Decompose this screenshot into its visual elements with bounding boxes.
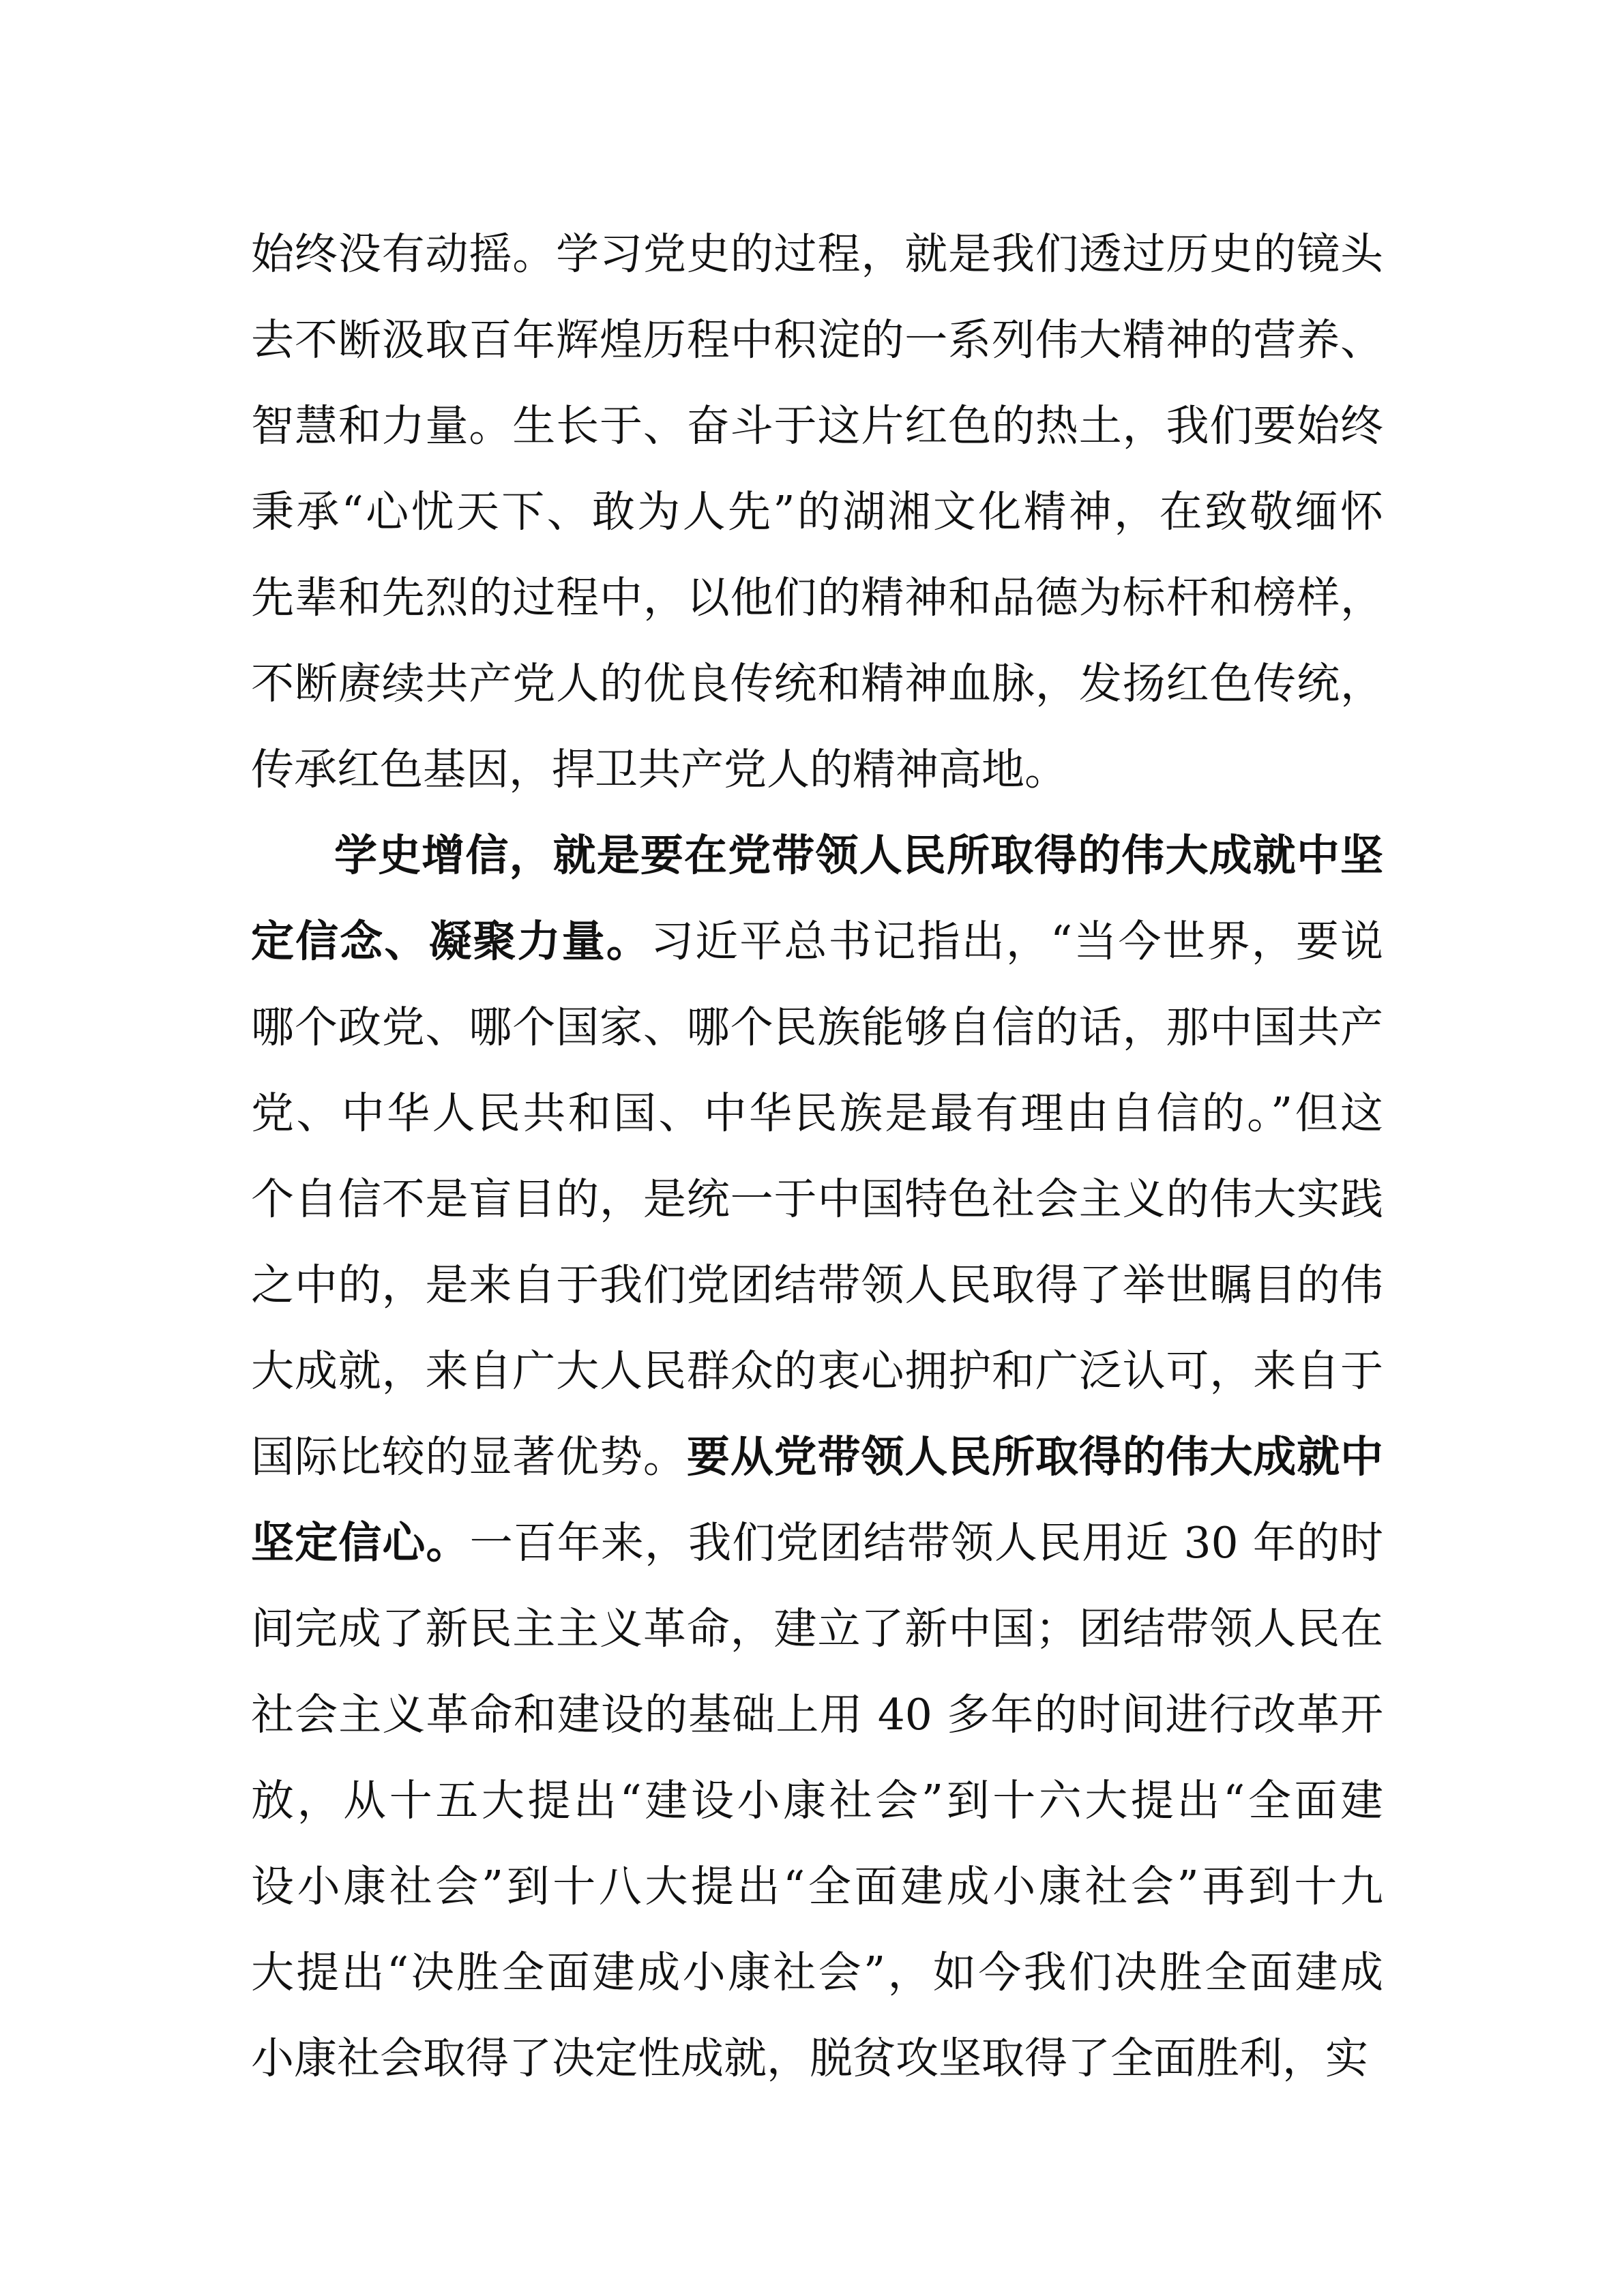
text-line <box>251 297 1383 383</box>
text-segment: 一百年来，我们党团结带领人民用近 30 年的时 <box>469 1518 1384 1568</box>
bold-text-segment: 要从党带领人民所取得的伟大成就中 <box>686 1432 1384 1482</box>
text-segment: 始终没有动摇。学习党史的过程，就是我们透过历史的镜头 <box>251 229 1383 279</box>
text-line <box>251 1500 1383 1586</box>
text-segment: 之中的，是来自于我们党团结带领人民取得了举世瞩目的伟 <box>251 1260 1383 1310</box>
text-segment: 传承红色基因，捍卫共产党人的精神高地。 <box>251 745 1067 794</box>
text-line <box>251 899 1383 985</box>
text-line <box>251 1586 1383 1672</box>
text-segment: 习近平总书记指出，“当今世界，要说 <box>651 916 1384 966</box>
text-segment: 大提出“决胜全面建成小康社会”，如今我们决胜全面建成 <box>251 1948 1383 1997</box>
text-segment: 间完成了新民主主义革命，建立了新中国；团结带领人民在 <box>251 1604 1383 1654</box>
text-line <box>251 555 1383 641</box>
text-line <box>251 1071 1383 1157</box>
text-segment: 大成就，来自广大人民群众的衷心拥护和广泛认可，来自于 <box>251 1346 1383 1396</box>
text-line <box>251 1414 1383 1500</box>
text-segment: 秉承“心忧天下、敢为人先”的湖湘文化精神，在致敬缅怀 <box>251 487 1383 537</box>
text-segment: 先辈和先烈的过程中，以他们的精神和品德为标杆和榜样， <box>251 573 1383 623</box>
text-segment: 不断赓续共产党人的优良传统和精神血脉，发扬红色传统， <box>251 659 1383 709</box>
text-segment: 去不断汲取百年辉煌历程中积淀的一系列伟大精神的营养、 <box>251 315 1383 365</box>
text-segment: 小康社会取得了决定性成就，脱贫攻坚取得了全面胜利，实 <box>251 2033 1368 2083</box>
text-segment: 社会主义革命和建设的基础上用 40 多年的时间进行改革开 <box>251 1690 1383 1740</box>
text-segment: 党、中华人民共和国、中华民族是最有理由自信的。”但这 <box>251 1088 1383 1138</box>
text-segment: 个自信不是盲目的，是统一于中国特色社会主义的伟大实践 <box>251 1174 1383 1224</box>
text-segment: 哪个政党、哪个国家、哪个民族能够自信的话，那中国共产 <box>251 1002 1383 1052</box>
bold-text-segment: 学史增信，就是要在党带领人民所取得的伟大成就中坚 <box>334 831 1383 880</box>
text-segment: 放，从十五大提出“建设小康社会”到十六大提出“全面建 <box>251 1776 1383 1825</box>
text-segment: 智慧和力量。生长于、奋斗于这片红色的热土，我们要始终 <box>251 401 1383 451</box>
text-line <box>251 1157 1383 1242</box>
text-line <box>251 383 1383 469</box>
text-line <box>251 1844 1383 1930</box>
bold-text-segment: 定信念、凝聚力量。 <box>251 916 651 966</box>
bold-text-segment: 坚定信心。 <box>251 1518 470 1568</box>
text-line <box>251 1672 1383 1758</box>
text-line <box>251 1242 1383 1328</box>
text-line <box>251 1930 1383 2016</box>
text-line <box>251 211 1383 297</box>
text-line <box>334 813 1383 899</box>
text-line <box>251 985 1383 1071</box>
text-line <box>251 1758 1383 1844</box>
text-line <box>251 469 1383 555</box>
text-segment: 设小康社会”到十八大提出“全面建成小康社会”再到十九 <box>251 1862 1383 1911</box>
text-line <box>251 1328 1383 1414</box>
text-line <box>251 641 1383 727</box>
text-segment: 国际比较的显著优势。 <box>251 1432 687 1482</box>
text-line <box>251 2016 1383 2102</box>
text-line <box>251 727 1383 813</box>
